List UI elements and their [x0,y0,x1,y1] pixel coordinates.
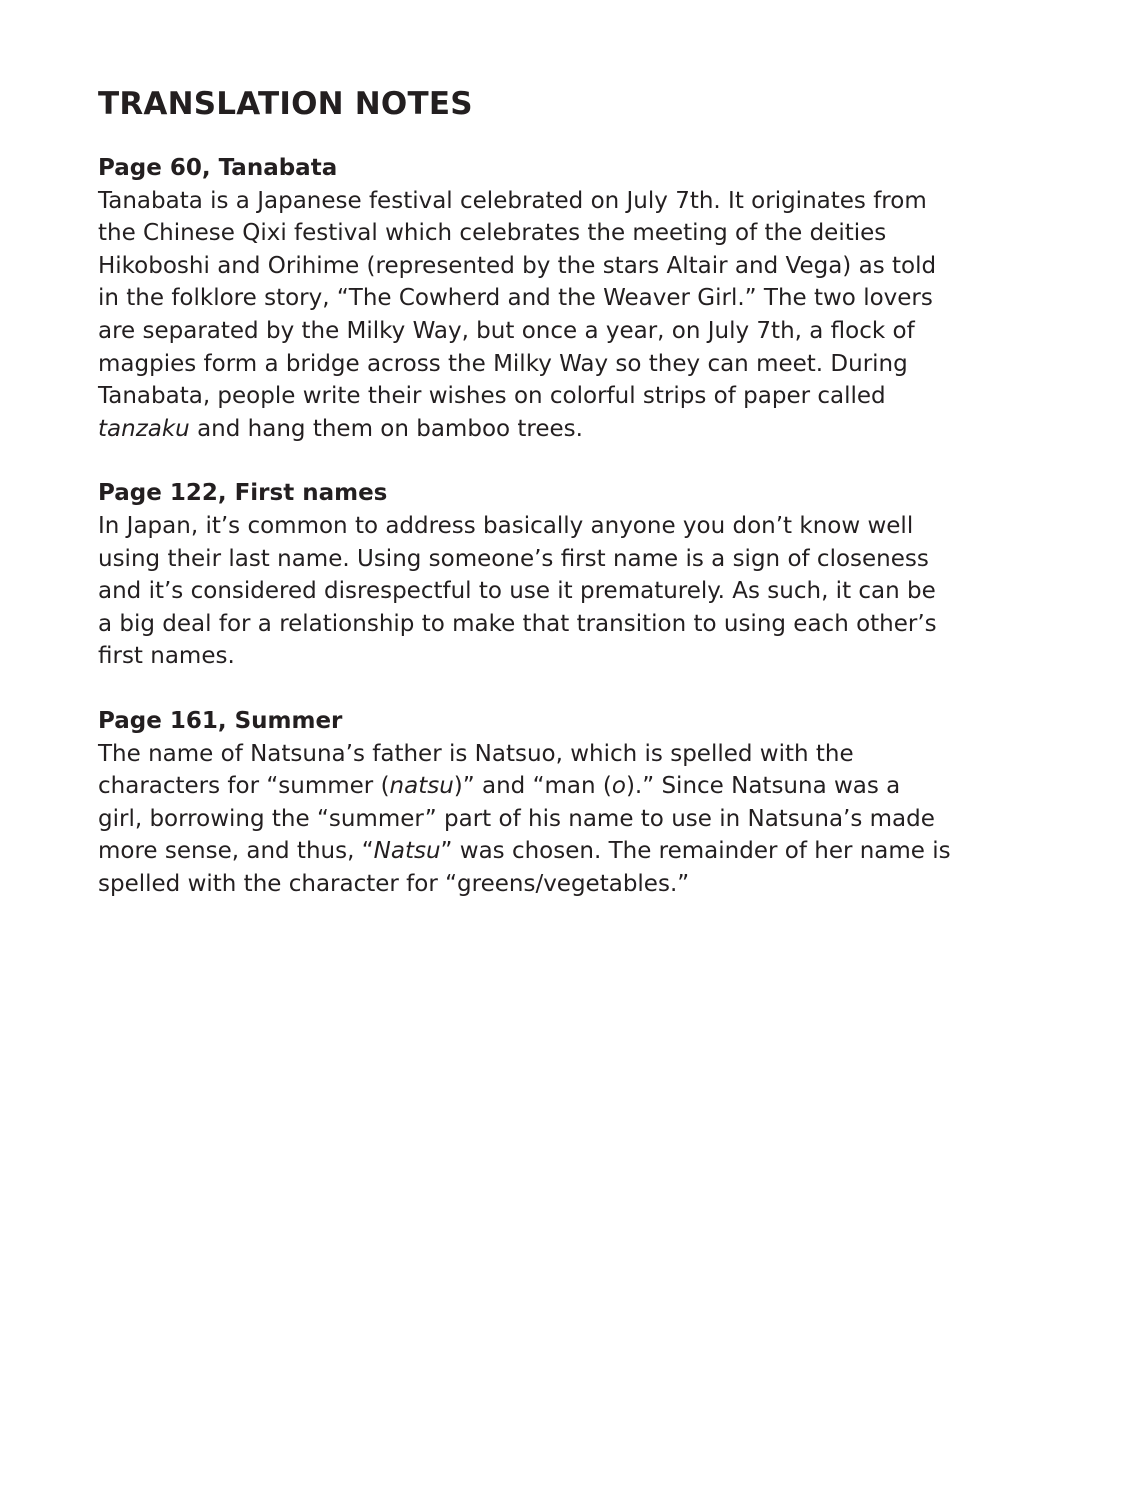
note-line [98,543,1058,576]
note-line [98,510,1058,543]
text-run: in the folklore story, “The Cowherd and the Weaver Girl.” The two lovers [98,285,933,312]
italic-term: o [611,773,626,800]
note-line [98,803,1058,836]
note-heading: Page 60, Tanabata [98,155,338,181]
note-section [98,477,1058,673]
text-run: the Chinese Qixi festival which celebrates the meeting of the deities [98,220,887,247]
page-title: TRANSLATION NOTES [98,86,473,122]
note-line [98,250,1058,283]
text-run: In Japan, it’s common to address basically anyone you don’t know well [98,512,914,539]
note-line [98,348,1058,381]
text-run: first names. [98,643,235,670]
text-run: spelled with the character for “greens/vegetables.” [98,870,690,897]
note-line [98,575,1058,608]
italic-term: Natsu [373,838,441,865]
note-line [98,282,1058,315]
note-section [98,705,1058,901]
text-run: using their last name. Using someone’s first name is a sign of closeness [98,545,929,572]
note-heading: Page 161, Summer [98,707,343,734]
text-run: The name of Natsuna’s father is Natsuo, which is spelled with the [98,740,854,767]
italic-term: tanzaku [98,415,190,442]
text-run: Hikoboshi and Orihime (represented by the stars Altair and Vega) as told [98,252,937,279]
text-run: girl, borrowing the “summer” part of his name to use in Natsuna’s made [98,805,935,832]
text-run: ” was chosen. The remainder of her name is [440,838,951,865]
note-line [98,608,1058,641]
note-body [98,738,1058,901]
note-line [98,770,1058,803]
note-line [98,380,1058,413]
translation-notes-page [98,82,1058,900]
note-line [98,217,1058,250]
note-body [98,510,1058,673]
text-run: magpies form a bridge across the Milky Way so they can meet. During [98,350,908,377]
italic-term: natsu [389,773,454,800]
note-line [98,868,1058,901]
text-run: Tanabata is a Japanese festival celebrated on July 7th. It originates from [98,187,927,214]
text-run: a big deal for a relationship to make that transition to using each other’s [98,610,937,637]
text-run: and it’s considered disrespectful to use it prematurely. As such, it can be [98,578,936,605]
text-run: )” and “man ( [453,773,612,800]
text-run: are separated by the Milky Way, but once a year, on July 7th, a flock of [98,317,915,344]
text-run: Tanabata, people write their wishes on colorful strips of paper called [98,383,886,410]
note-line [98,738,1058,771]
note-line [98,315,1058,348]
note-body [98,185,1058,446]
notes-list [98,152,1058,900]
note-line [98,640,1058,673]
note-line [98,185,1058,218]
text-run: ).” Since Natsuna was a [625,773,901,800]
text-run: more sense, and thus, “ [98,838,374,865]
note-heading: Page 122, First names [98,480,388,507]
note-line [98,835,1058,868]
text-run: characters for “summer ( [98,773,390,800]
note-section [98,152,1058,445]
note-line [98,413,1058,446]
text-run: and hang them on bamboo trees. [189,415,583,442]
